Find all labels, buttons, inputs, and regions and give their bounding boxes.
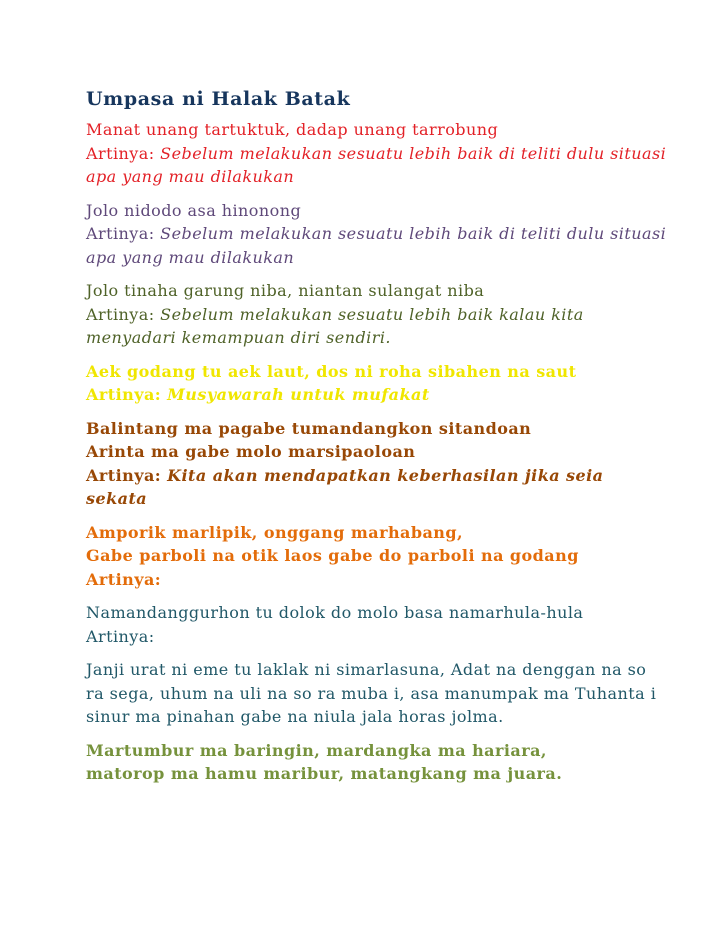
umpasa-7-artinya-label: Artinya: — [86, 626, 155, 646]
umpasa-2-artinya-label: Artinya: — [86, 224, 161, 243]
umpasa-4-meaning: Musyawarah untuk mufakat — [167, 385, 430, 404]
umpasa-2 — [86, 199, 668, 270]
umpasa-4-artinya-label: Artinya: — [86, 385, 168, 404]
umpasa-1-artinya-label: Artinya: — [86, 143, 161, 163]
umpasa-9 — [86, 739, 668, 786]
umpasa-5 — [86, 417, 668, 511]
umpasa-6-artinya-label: Artinya: — [86, 569, 162, 589]
umpasa-9-text-line1: Martumbur ma baringin, mardangka ma hariara, — [86, 740, 547, 760]
umpasa-7-text: Namandanggurhon tu dolok do molo basa namarhula-hula — [86, 603, 584, 622]
umpasa-3-text: Jolo tinaha garung niba, niantan sulangat niba — [86, 281, 485, 300]
umpasa-7 — [86, 601, 668, 648]
umpasa-2-text: Jolo nidodo asa hinonong — [86, 200, 302, 220]
umpasa-5-text-line1: Balintang ma pagabe tumandangkon sitandoan — [86, 418, 532, 438]
umpasa-3 — [86, 279, 668, 350]
umpasa-4 — [86, 360, 668, 407]
umpasa-8-text: Janji urat ni eme tu laklak ni simarlasuna, Adat na denggan na so ra sega, uhum na uli na so ra muba i, asa manumpak ma Tuhanta i sinur ma pinahan gabe na niula jala horas jolma. — [86, 660, 657, 726]
umpasa-6-text-line1: Amporik marlipik, onggang marhabang, — [86, 522, 464, 542]
umpasa-3-artinya-label: Artinya: — [86, 304, 161, 324]
umpasa-1-text: Manat unang tartuktuk, dadap unang tarrobung — [86, 120, 499, 139]
umpasa-5-meaning: Kita akan mendapatkan keberhasilan jika seia sekata — [86, 465, 604, 508]
umpasa-3-meaning: Sebelum melakukan sesuatu lebih baik kalau kita menyadari kemampuan diri sendiri. — [86, 304, 584, 347]
umpasa-6 — [86, 521, 668, 592]
page-title: Umpasa ni Halak Batak — [86, 88, 351, 110]
umpasa-2-meaning: Sebelum melakukan sesuatu lebih baik di teliti dulu situasi apa yang mau dilakukan — [86, 224, 667, 267]
umpasa-6-text-line2: Gabe parboli na otik laos gabe do parboli na godang — [86, 546, 579, 565]
umpasa-5-artinya-label: Artinya: — [86, 465, 168, 485]
umpasa-1-meaning: Sebelum melakukan sesuatu lebih baik di teliti dulu situasi apa yang mau dilakukan — [86, 143, 667, 186]
umpasa-4-text: Aek godang tu aek laut, dos ni roha sibahen na saut — [86, 361, 577, 381]
umpasa-1 — [86, 118, 668, 189]
umpasa-8 — [86, 658, 668, 729]
umpasa-5-text-line2: Arinta ma gabe molo marsipaoloan — [86, 442, 416, 461]
umpasa-9-text-line2: matorop ma hamu maribur, matangkang ma juara. — [86, 764, 563, 783]
